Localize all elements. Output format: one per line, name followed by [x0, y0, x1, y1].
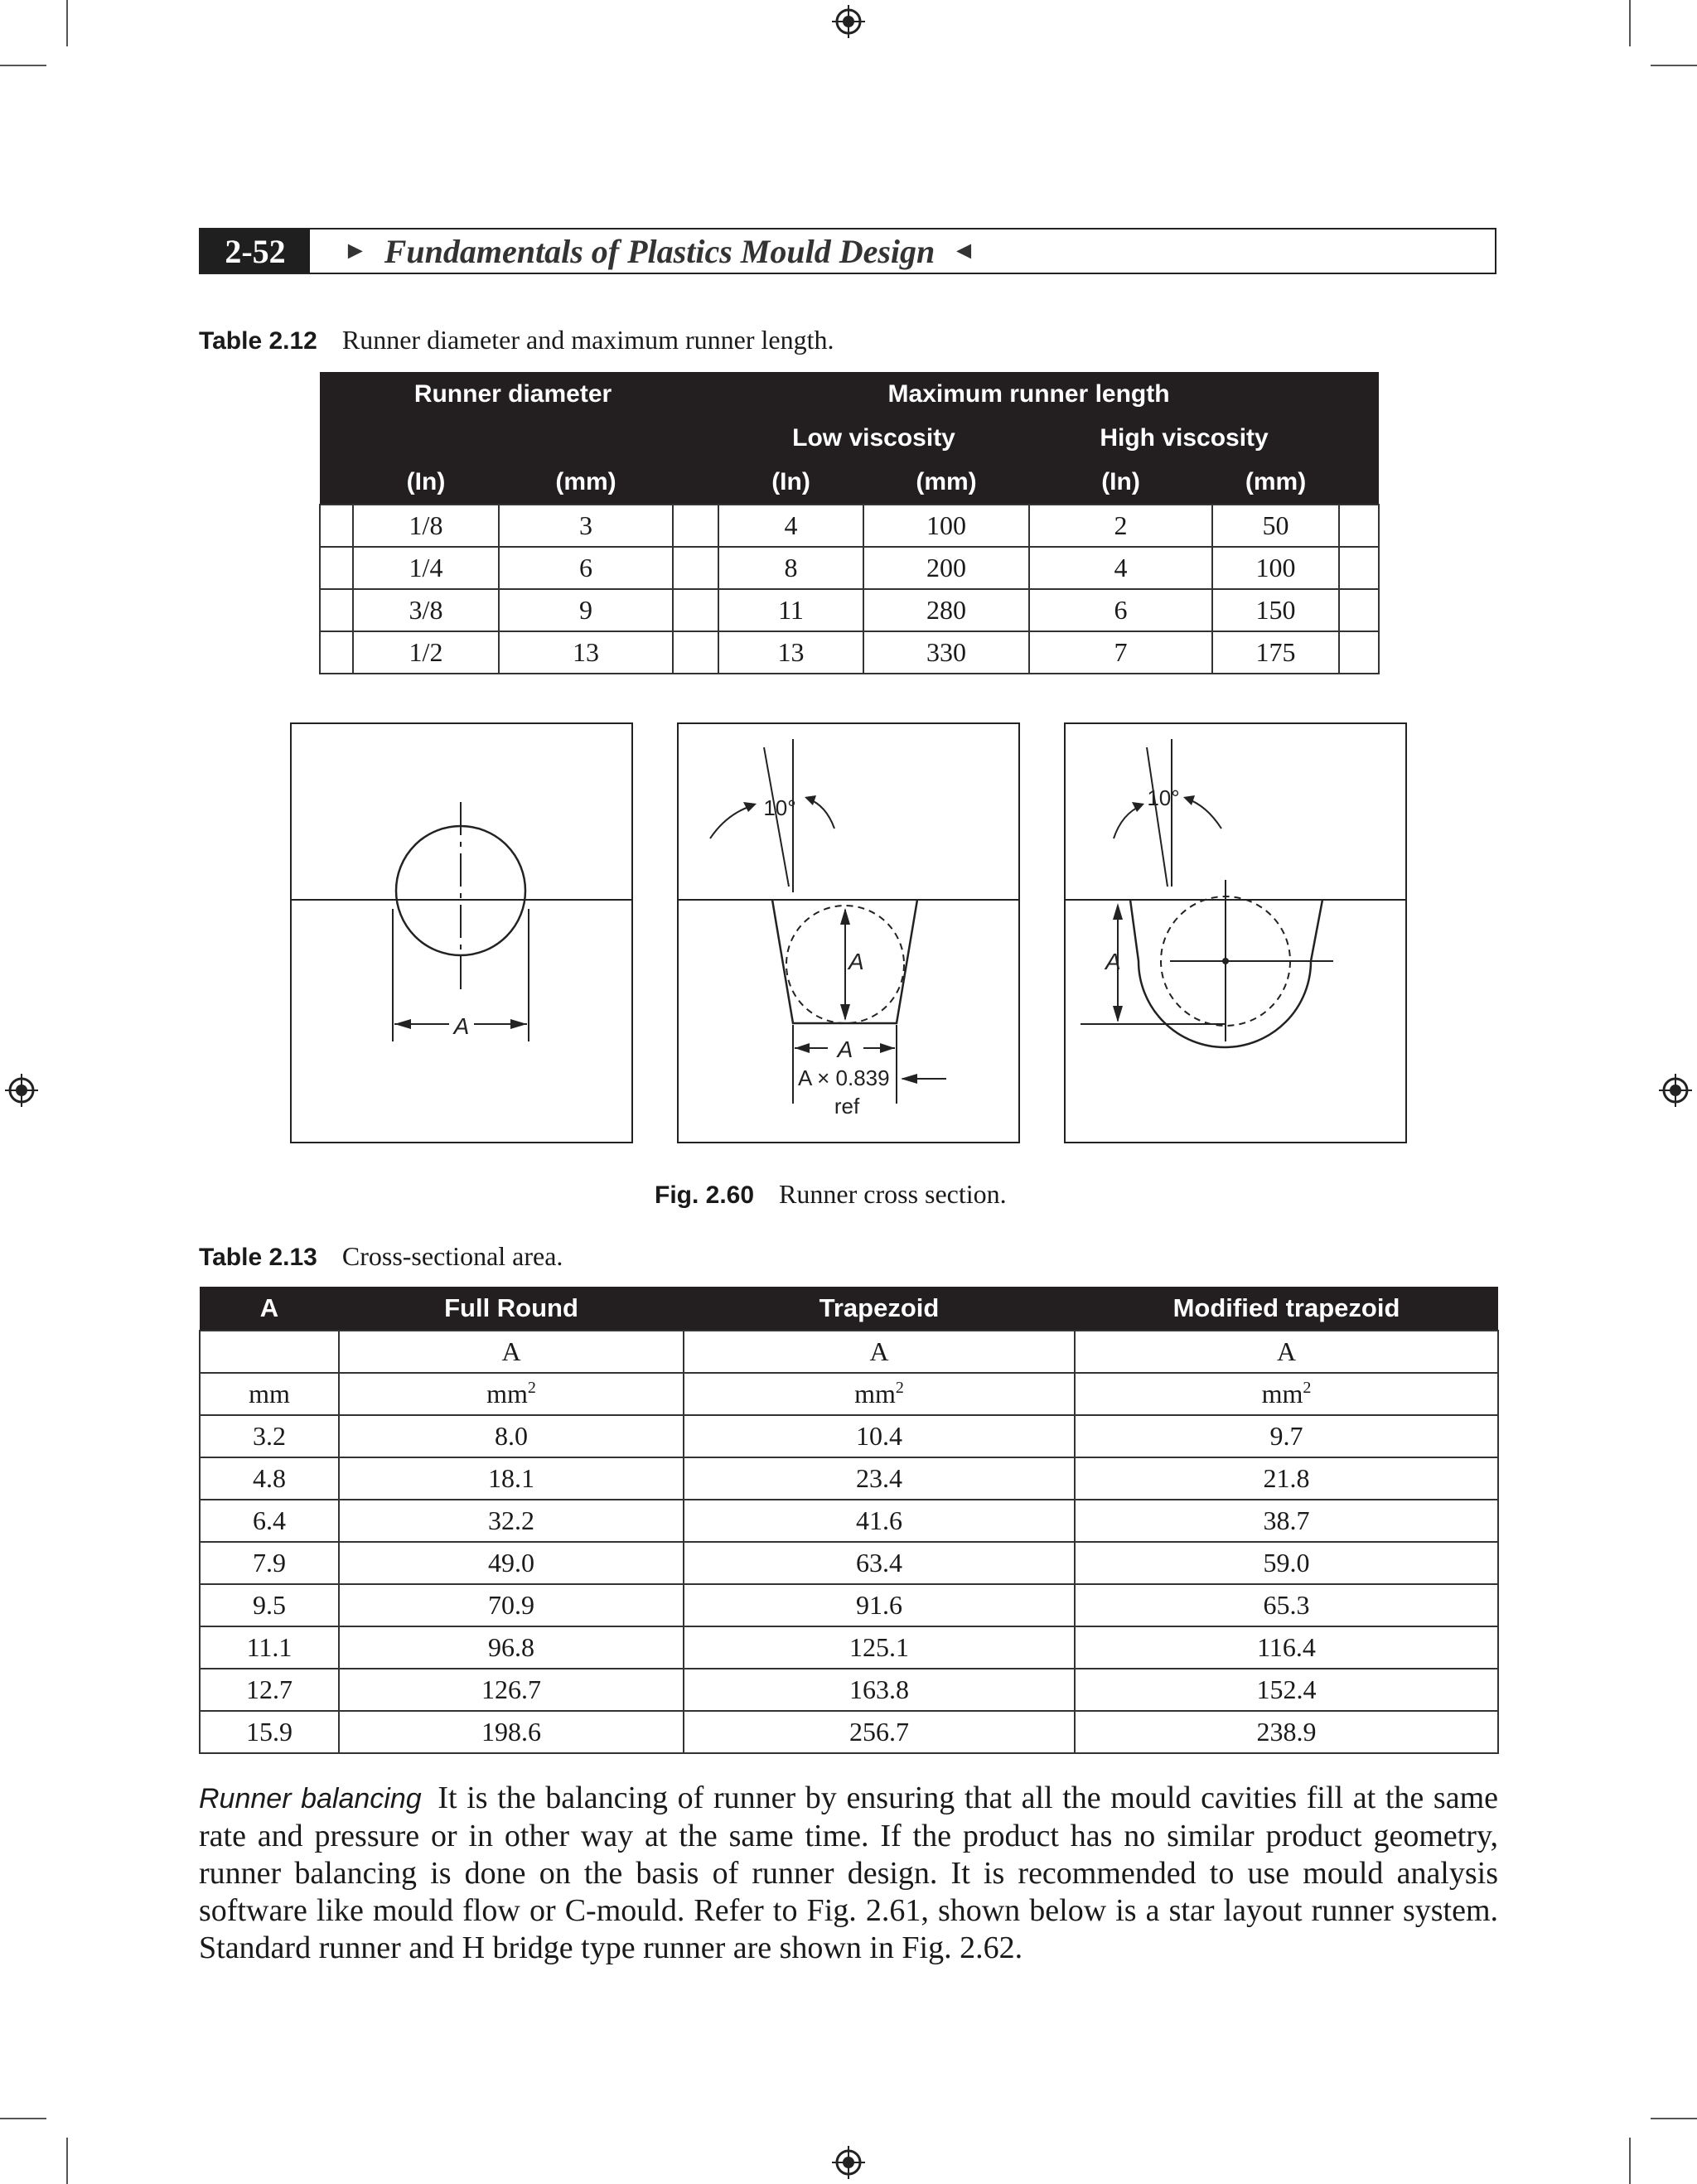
- table-213-caption: [199, 1241, 563, 1272]
- paragraph-lead-term: Runner balancing: [199, 1783, 422, 1814]
- table-cell: 63.4: [684, 1542, 1075, 1584]
- table-row: [200, 1711, 1498, 1753]
- table-row: [320, 631, 1379, 674]
- table-cell: 126.7: [339, 1669, 684, 1711]
- bottom-dimension-label: A: [837, 1036, 853, 1062]
- table-cell: 8.0: [339, 1415, 684, 1457]
- runner-diameter-table: [319, 372, 1380, 674]
- table-row: [200, 1669, 1498, 1711]
- crop-mark: [66, 0, 68, 46]
- unit-text: mm: [854, 1379, 896, 1408]
- figure-260-caption: [655, 1179, 1007, 1210]
- column-header: (In): [353, 460, 499, 505]
- table-cell: 12.7: [200, 1669, 339, 1711]
- table-cell: 8: [718, 547, 863, 589]
- book-title: Fundamentals of Plastics Mould Design: [384, 232, 936, 270]
- column-header: (In): [1029, 460, 1212, 505]
- figure-260-label: Fig. 2.60: [655, 1181, 755, 1209]
- table-row: [320, 505, 1379, 547]
- table-cell: A: [684, 1331, 1075, 1373]
- ref-label: ref: [834, 1094, 860, 1119]
- crop-mark: [0, 2118, 46, 2119]
- cross-sectional-area-table: [199, 1287, 1499, 1754]
- table-cell: 13: [499, 631, 673, 674]
- figure-260-caption-text: Runner cross section.: [779, 1179, 1007, 1209]
- table-cell: 198.6: [339, 1711, 684, 1753]
- paragraph-text: It is the balancing of runner by ensuring that all the mould cavities fill at the same rate and pressure or in other way at the same time. If the product has no similar product geometry, runner balancing is done on the basis of runner design. It is recommended to use mould analysis software like mould flow or C-mould. Refer to Fig. 2.61, shown below is a star layout runner system. Standard runner and H bridge type runner are shown in Fig. 2.62.: [199, 1781, 1498, 1965]
- table-212-caption: [199, 325, 834, 355]
- table-213-caption-text: Cross-sectional area.: [341, 1241, 563, 1271]
- column-subheader: Low viscosity: [718, 416, 1029, 460]
- table-cell: 1/8: [353, 505, 499, 547]
- table-cell: 32.2: [339, 1500, 684, 1542]
- table-cell: A: [339, 1331, 684, 1373]
- table-cell: 4.8: [200, 1457, 339, 1500]
- table-cell: 2: [1029, 505, 1212, 547]
- registration-mark-icon: [830, 2144, 867, 2181]
- column-header: Modified trapezoid: [1075, 1287, 1498, 1331]
- table-cell: 256.7: [684, 1711, 1075, 1753]
- column-header: (mm): [499, 460, 673, 505]
- table-cell: [200, 1331, 339, 1373]
- page-number: 2-52: [201, 230, 310, 273]
- table-cell: 116.4: [1075, 1626, 1498, 1669]
- book-title-bar: [343, 232, 976, 271]
- table-row: [200, 1457, 1498, 1500]
- table-cell: 38.7: [1075, 1500, 1498, 1542]
- table-cell: 1/4: [353, 547, 499, 589]
- table-cell: 200: [863, 547, 1029, 589]
- table-row: [320, 589, 1379, 631]
- table-cell: 10.4: [684, 1415, 1075, 1457]
- table-cell: [339, 1373, 684, 1415]
- column-header: (mm): [1212, 460, 1339, 505]
- table-cell: 65.3: [1075, 1584, 1498, 1626]
- table-cell: 3/8: [353, 589, 499, 631]
- table-213-label: Table 2.13: [199, 1244, 317, 1271]
- unit-exponent: 2: [1303, 1379, 1312, 1397]
- table-cell: 49.0: [339, 1542, 684, 1584]
- table-cell: 11: [718, 589, 863, 631]
- crop-mark: [66, 2138, 68, 2184]
- table-cell: 18.1: [339, 1457, 684, 1500]
- modified-trapezoid-runner-diagram: [1064, 722, 1407, 1143]
- table-row: [200, 1542, 1498, 1584]
- column-header: (mm): [863, 460, 1029, 505]
- table-row: [200, 1626, 1498, 1669]
- table-cell: 6: [1029, 589, 1212, 631]
- running-header: [199, 228, 1496, 274]
- table-cell: 50: [1212, 505, 1339, 547]
- table-cell: 175: [1212, 631, 1339, 674]
- table-cell: 96.8: [339, 1626, 684, 1669]
- table-212-label: Table 2.12: [199, 327, 317, 355]
- runner-balancing-paragraph: [199, 1780, 1498, 1967]
- table-cell: 280: [863, 589, 1029, 631]
- table-header-row: [320, 416, 1379, 460]
- table-cell: 70.9: [339, 1584, 684, 1626]
- crop-mark: [1651, 65, 1697, 66]
- table-cell: 238.9: [1075, 1711, 1498, 1753]
- table-cell: 13: [718, 631, 863, 674]
- unit-exponent: 2: [895, 1379, 904, 1397]
- crop-mark: [1629, 0, 1631, 46]
- registration-mark-icon: [830, 3, 867, 40]
- table-cell: 7: [1029, 631, 1212, 674]
- table-cell: A: [1075, 1331, 1498, 1373]
- table-cell: 3.2: [200, 1415, 339, 1457]
- column-group-header: Runner diameter: [353, 372, 673, 416]
- table-cell: 3: [499, 505, 673, 547]
- angle-label: 10°: [1147, 785, 1180, 810]
- table-header-row: [320, 460, 1379, 505]
- table-cell: 41.6: [684, 1500, 1075, 1542]
- table-row: [200, 1331, 1498, 1373]
- right-triangle-icon: ►: [343, 237, 368, 264]
- dimension-label: A: [453, 1013, 470, 1039]
- angle-label: 10°: [763, 795, 796, 820]
- table-cell: 330: [863, 631, 1029, 674]
- table-cell: mm: [200, 1373, 339, 1415]
- column-header: (In): [718, 460, 863, 505]
- table-cell: 1/2: [353, 631, 499, 674]
- table-cell: [1075, 1373, 1498, 1415]
- crop-mark: [1629, 2138, 1631, 2184]
- table-row: [200, 1373, 1498, 1415]
- table-row: [320, 547, 1379, 589]
- table-row: [200, 1584, 1498, 1626]
- ratio-label: A × 0.839: [798, 1065, 890, 1090]
- table-cell: 6.4: [200, 1500, 339, 1542]
- table-cell: 91.6: [684, 1584, 1075, 1626]
- table-cell: 152.4: [1075, 1669, 1498, 1711]
- table-cell: 163.8: [684, 1669, 1075, 1711]
- trapezoid-runner-diagram: [677, 722, 1020, 1143]
- table-cell: 7.9: [200, 1542, 339, 1584]
- table-cell: 125.1: [684, 1626, 1075, 1669]
- crop-mark: [1651, 2118, 1697, 2119]
- full-round-runner-diagram: [290, 722, 633, 1143]
- dimension-label: A: [848, 949, 864, 974]
- column-group-header: Maximum runner length: [718, 372, 1339, 416]
- unit-exponent: 2: [527, 1379, 536, 1397]
- column-header: Trapezoid: [684, 1287, 1075, 1331]
- table-cell: 11.1: [200, 1626, 339, 1669]
- left-triangle-icon: ◄: [951, 237, 976, 264]
- table-212-caption-text: Runner diameter and maximum runner length.: [341, 325, 834, 355]
- table-cell: [684, 1373, 1075, 1415]
- table-cell: 9.5: [200, 1584, 339, 1626]
- table-cell: 100: [863, 505, 1029, 547]
- table-cell: 6: [499, 547, 673, 589]
- crop-mark: [0, 65, 46, 66]
- table-cell: 4: [1029, 547, 1212, 589]
- table-cell: 150: [1212, 589, 1339, 631]
- table-row: [200, 1415, 1498, 1457]
- registration-mark-icon: [3, 1072, 40, 1109]
- table-cell: 9: [499, 589, 673, 631]
- unit-text: mm: [486, 1379, 528, 1408]
- table-cell: 9.7: [1075, 1415, 1498, 1457]
- column-header: Full Round: [339, 1287, 684, 1331]
- table-cell: 15.9: [200, 1711, 339, 1753]
- table-row: [200, 1500, 1498, 1542]
- dimension-label: A: [1105, 949, 1121, 974]
- registration-mark-icon: [1657, 1072, 1694, 1109]
- column-subheader: High viscosity: [1029, 416, 1339, 460]
- column-header: A: [200, 1287, 339, 1331]
- table-cell: 21.8: [1075, 1457, 1498, 1500]
- table-header-row: [320, 372, 1379, 416]
- table-cell: 100: [1212, 547, 1339, 589]
- table-cell: 23.4: [684, 1457, 1075, 1500]
- table-cell: 4: [718, 505, 863, 547]
- table-cell: 59.0: [1075, 1542, 1498, 1584]
- table-header-row: [200, 1287, 1498, 1331]
- unit-text: mm: [1261, 1379, 1303, 1408]
